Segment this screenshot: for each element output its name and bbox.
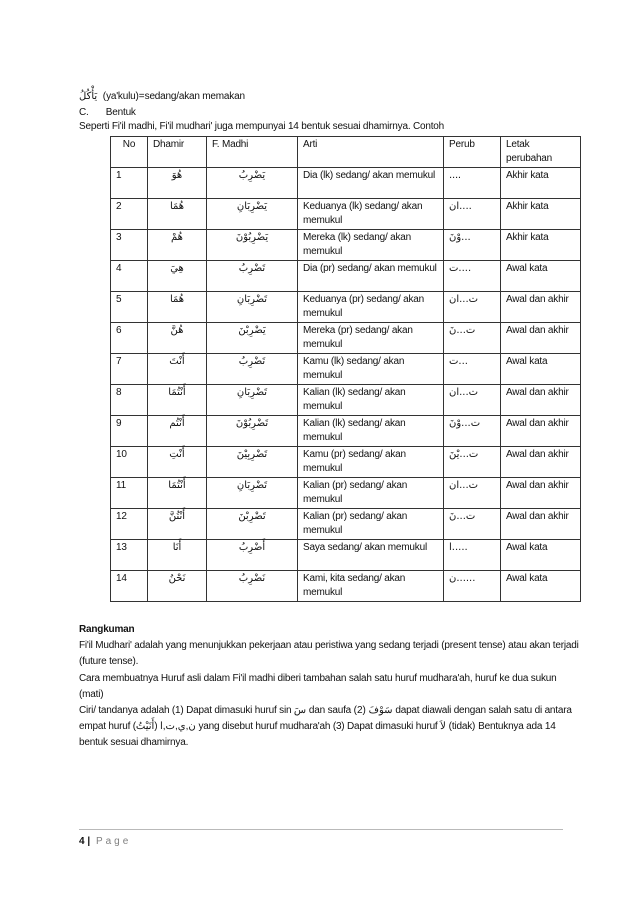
cell-arti: Keduanya (lk) sedang/ akan memukul	[298, 199, 444, 230]
cell-no: 9	[111, 416, 148, 447]
cell-dhamir: أَنْتُم	[148, 416, 207, 447]
cell-fmadhi: أَضْرِبُ	[207, 540, 298, 571]
cell-no: 2	[111, 199, 148, 230]
cell-letak: Awal kata	[501, 540, 581, 571]
table-header-row	[111, 137, 581, 168]
cell-arti: Kalian (lk) sedang/ akan memukul	[298, 416, 444, 447]
cell-arti: Kalian (pr) sedang/ akan memukul	[298, 509, 444, 540]
cell-letak: Awal kata	[501, 354, 581, 385]
summary-formation: Cara membuatnya Huruf asli dalam Fi'il madhi diberi tambahan salah satu huruf mudhara'ah, huruf ke dua sukun (mati)	[79, 672, 557, 700]
cell-dhamir: هُوَ	[148, 168, 207, 199]
cell-arti: Mereka (pr) sedang/ akan memukul	[298, 323, 444, 354]
cell-perub: ....ت	[444, 261, 501, 292]
cell-letak: Akhir kata	[501, 230, 581, 261]
verb-gloss: (ya'kulu)=sedang/akan memakan	[102, 91, 245, 102]
cell-dhamir: هُمَا	[148, 199, 207, 230]
cell-dhamir: أَنْتَ	[148, 354, 207, 385]
cell-dhamir: أَنْتِ	[148, 447, 207, 478]
cell-arti: Mereka (lk) sedang/ akan memukul	[298, 230, 444, 261]
cell-arti: Kami, kita sedang/ akan memukul	[298, 571, 444, 602]
table-row	[111, 323, 581, 354]
page-footer	[79, 836, 131, 847]
cell-perub: ت...ان	[444, 292, 501, 323]
cell-perub: ت...يْنَ	[444, 447, 501, 478]
cell-no: 3	[111, 230, 148, 261]
arabic-verb-yakulu: يَأْكُلُ	[79, 91, 98, 102]
cell-perub: ...ت	[444, 354, 501, 385]
cell-no: 12	[111, 509, 148, 540]
cell-dhamir: أَنْتُمَا	[148, 478, 207, 509]
cell-dhamir: أَنْتُمَا	[148, 385, 207, 416]
cell-perub: ت...نَ	[444, 323, 501, 354]
cell-arti: Saya sedang/ akan memukul	[298, 540, 444, 571]
footer-separator: |	[87, 836, 91, 847]
table-row	[111, 354, 581, 385]
cell-fmadhi: تَضْرِبْنَ	[207, 509, 298, 540]
cell-dhamir: هِيَ	[148, 261, 207, 292]
intro-example-line	[79, 91, 245, 102]
cell-no: 6	[111, 323, 148, 354]
table-row	[111, 540, 581, 571]
cell-letak: Awal kata	[501, 261, 581, 292]
cell-letak: Awal dan akhir	[501, 292, 581, 323]
cell-arti: Kamu (pr) sedang/ akan memukul	[298, 447, 444, 478]
cell-fmadhi: تَضْرِبُوْنَ	[207, 416, 298, 447]
cell-no: 4	[111, 261, 148, 292]
table-row	[111, 509, 581, 540]
lead-sentence: Seperti Fi'il madhi, Fi'il mudhari' juga mempunyai 14 bentuk sesuai dhamirnya. Contoh	[79, 121, 445, 132]
cell-letak: Awal dan akhir	[501, 509, 581, 540]
cell-fmadhi: تَضْرِبَانِ	[207, 292, 298, 323]
cell-letak: Awal dan akhir	[501, 323, 581, 354]
cell-dhamir: هُمْ	[148, 230, 207, 261]
cell-arti: Kamu (lk) sedang/ akan memukul	[298, 354, 444, 385]
cell-arti: Kalian (lk) sedang/ akan memukul	[298, 385, 444, 416]
cell-arti: Dia (pr) sedang/ akan memukul	[298, 261, 444, 292]
cell-letak: Awal dan akhir	[501, 416, 581, 447]
cell-perub: ت...وْنَ	[444, 416, 501, 447]
footer-page-label: Page	[95, 836, 132, 847]
header-perub: Perub	[444, 137, 501, 168]
cell-fmadhi: تَضْرِبِيْنَ	[207, 447, 298, 478]
cell-fmadhi: يَضْرِبُ	[207, 168, 298, 199]
cell-arti: Dia (lk) sedang/ akan memukul	[298, 168, 444, 199]
summary-heading: Rangkuman	[79, 624, 135, 635]
table-row	[111, 230, 581, 261]
cell-perub: ...وْنَ	[444, 230, 501, 261]
section-title: Bentuk	[105, 107, 136, 118]
table-row	[111, 199, 581, 230]
table-row	[111, 385, 581, 416]
cell-perub: ....	[444, 168, 501, 199]
cell-no: 8	[111, 385, 148, 416]
table-row	[111, 292, 581, 323]
conjugation-table	[110, 136, 581, 602]
cell-arti: Kalian (pr) sedang/ akan memukul	[298, 478, 444, 509]
table-row	[111, 447, 581, 478]
table-row	[111, 168, 581, 199]
cell-dhamir: أَنْتُنَّ	[148, 509, 207, 540]
cell-fmadhi: تَضْرِبُ	[207, 354, 298, 385]
cell-no: 11	[111, 478, 148, 509]
cell-no: 13	[111, 540, 148, 571]
cell-fmadhi: تَضْرِبَانِ	[207, 478, 298, 509]
summary-characteristics: Ciri/ tandanya adalah (1) Dapat dimasuki huruf sin سَ dan saufa سَوْفَ (2) dapat diawali dengan salah satu di antara empat huruf (أَنَيْتُ) ن,ي,ت,ا yang disebut huruf mudhara'ah (3) Dapat dimasuki huruf لاَ (tidak) Bentuknya ada 14 bentuk sesuai dhamirnya.	[79, 705, 572, 749]
header-letak: Letak perubahan	[501, 137, 581, 168]
table-row	[111, 478, 581, 509]
cell-no: 7	[111, 354, 148, 385]
cell-letak: Awal kata	[501, 571, 581, 602]
cell-letak: Awal dan akhir	[501, 385, 581, 416]
cell-perub: ت...ان	[444, 478, 501, 509]
cell-fmadhi: يَضْرِبَانِ	[207, 199, 298, 230]
cell-fmadhi: تَضْرِبُ	[207, 261, 298, 292]
table-row	[111, 416, 581, 447]
cell-letak: Awal dan akhir	[501, 447, 581, 478]
cell-letak: Awal dan akhir	[501, 478, 581, 509]
table-row	[111, 261, 581, 292]
table-row	[111, 571, 581, 602]
cell-fmadhi: تَضْرِبَانِ	[207, 385, 298, 416]
summary-section	[79, 622, 579, 752]
cell-no: 14	[111, 571, 148, 602]
cell-perub: ......ن	[444, 571, 501, 602]
header-dhamir: Dhamir	[148, 137, 207, 168]
cell-fmadhi: نَضْرِبُ	[207, 571, 298, 602]
cell-dhamir: أَنَا	[148, 540, 207, 571]
cell-arti: Keduanya (pr) sedang/ akan memukul	[298, 292, 444, 323]
cell-fmadhi: يَضْرِبُوْنَ	[207, 230, 298, 261]
cell-perub: ....ان	[444, 199, 501, 230]
cell-letak: Akhir kata	[501, 199, 581, 230]
section-heading	[79, 107, 136, 118]
header-arti: Arti	[298, 137, 444, 168]
cell-dhamir: هُنَّ	[148, 323, 207, 354]
summary-definition: Fi'il Mudhari' adalah yang menunjukkan pekerjaan atau peristiwa yang sedang terjadi (present tense) atau akan terjadi (future tense).	[79, 640, 579, 668]
footer-divider	[79, 829, 563, 830]
cell-no: 10	[111, 447, 148, 478]
cell-perub: .....ا	[444, 540, 501, 571]
cell-no: 1	[111, 168, 148, 199]
cell-dhamir: هُمَا	[148, 292, 207, 323]
header-fmadhi: F. Madhi	[207, 137, 298, 168]
cell-dhamir: نَحْنُ	[148, 571, 207, 602]
cell-perub: ت...نَ	[444, 509, 501, 540]
cell-perub: ت...ان	[444, 385, 501, 416]
cell-letak: Akhir kata	[501, 168, 581, 199]
cell-no: 5	[111, 292, 148, 323]
page-number: 4	[79, 836, 85, 847]
header-no: No	[111, 137, 148, 168]
section-letter: C.	[79, 107, 89, 118]
cell-fmadhi: يَضْرِبْنَ	[207, 323, 298, 354]
